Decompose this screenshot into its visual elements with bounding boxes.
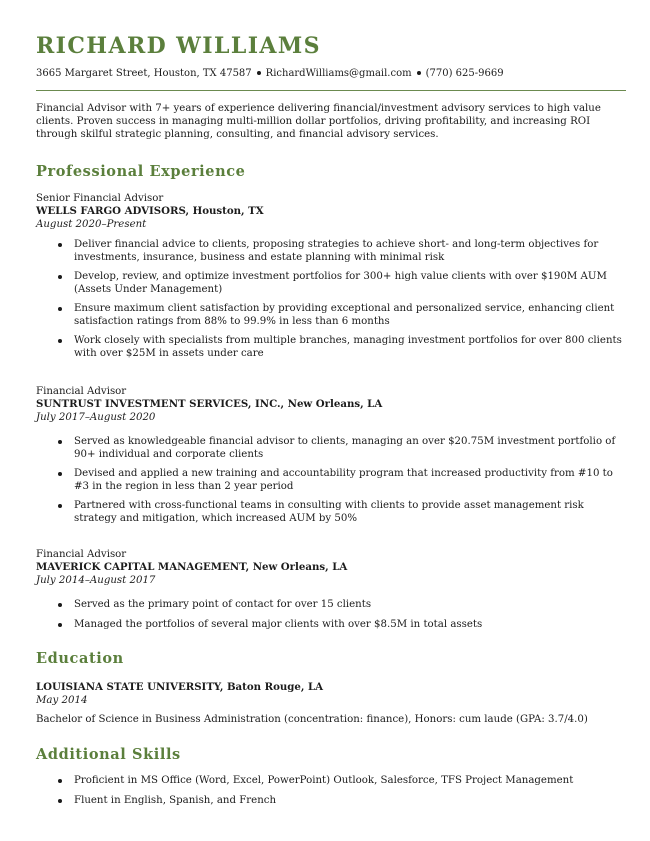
skills-bullets xyxy=(36,774,626,807)
school: LOUISIANA STATE UNIVERSITY, Baton Rouge, LA xyxy=(36,681,324,693)
address: 3665 Margaret Street, Houston, TX 47587 xyxy=(36,68,252,79)
phone: (770) 625-9669 xyxy=(425,68,504,79)
skills-list xyxy=(36,774,626,807)
degree: Bachelor of Science in Business Administration (concentration: finance), Honors: cum laude (GPA: 3.7/4.0) xyxy=(36,714,588,725)
bullet-item: Develop, review, and optimize investment portfolios for 300+ high value clients with over $190M AUM (Assets Under Management) xyxy=(36,270,626,296)
job-company: SUNTRUST INVESTMENT SERVICES, INC., New Orleans, LA xyxy=(36,398,383,410)
job-company: WELLS FARGO ADVISORS, Houston, TX xyxy=(36,205,264,217)
job-bullets xyxy=(36,435,626,525)
job-title: Financial Advisor xyxy=(36,549,127,560)
candidate-name: RICHARD WILLIAMS xyxy=(36,33,321,59)
job-3 xyxy=(36,548,626,631)
bullet-item: Served as knowledgeable financial advisor to clients, managing an over $20.75M investment portfolio of 90+ individual and corporate clients xyxy=(36,435,626,461)
email: RichardWilliams@gmail.com xyxy=(265,68,412,79)
header-divider xyxy=(36,90,626,91)
job-2 xyxy=(36,385,626,525)
job-bullets xyxy=(36,238,626,360)
summary: Financial Advisor with 7+ years of experience delivering financial/investment advisory services to high value clients. Proven success in managing multi-million dollar portfolios, driving profitability, and increasing ROI through skilful strategic planning, consulting, and financial advisory services. xyxy=(36,103,601,140)
bullet-item: Partnered with cross-functional teams in consulting with clients to provide asset management risk strategy and mitigation, which increased AUM by 50% xyxy=(36,499,626,525)
education-entry xyxy=(36,681,626,726)
experience-heading: Professional Experience xyxy=(36,163,246,180)
separator-dot-icon xyxy=(257,71,261,75)
bullet-item: Deliver financial advice to clients, proposing strategies to achieve short- and long-term objectives for investments, insurance, business and estate planning with minimal risk xyxy=(36,238,626,264)
job-company: MAVERICK CAPITAL MANAGEMENT, New Orleans, LA xyxy=(36,561,348,573)
skills-heading: Additional Skills xyxy=(36,746,181,763)
job-title: Senior Financial Advisor xyxy=(36,193,164,204)
bullet-item: Ensure maximum client satisfaction by providing exceptional and personalized service, enhancing client satisfaction ratings from 88% to 99.9% in less than 6 months xyxy=(36,302,626,328)
bullet-item: Work closely with specialists from multiple branches, managing investment portfolios for over 800 clients with over $25M in assets under care xyxy=(36,334,626,360)
job-1 xyxy=(36,192,626,360)
job-title: Financial Advisor xyxy=(36,386,127,397)
contact-line xyxy=(36,67,504,80)
job-dates: July 2014–August 2017 xyxy=(36,575,156,586)
graduation-date: May 2014 xyxy=(36,695,88,706)
bullet-item: Served as the primary point of contact for over 15 clients xyxy=(36,598,626,611)
job-dates: July 2017–August 2020 xyxy=(36,412,156,423)
bullet-item: Devised and applied a new training and accountability program that increased productivity from #10 to #3 in the region in less than 2 year period xyxy=(36,467,626,493)
bullet-item: Managed the portfolios of several major clients with over $8.5M in total assets xyxy=(36,618,626,631)
skill-item: Fluent in English, Spanish, and French xyxy=(36,794,626,807)
education-heading: Education xyxy=(36,650,124,667)
job-bullets xyxy=(36,598,626,631)
separator-dot-icon xyxy=(417,71,421,75)
skill-item: Proficient in MS Office (Word, Excel, PowerPoint) Outlook, Salesforce, TFS Project Management xyxy=(36,774,626,787)
job-dates: August 2020–Present xyxy=(36,219,147,230)
